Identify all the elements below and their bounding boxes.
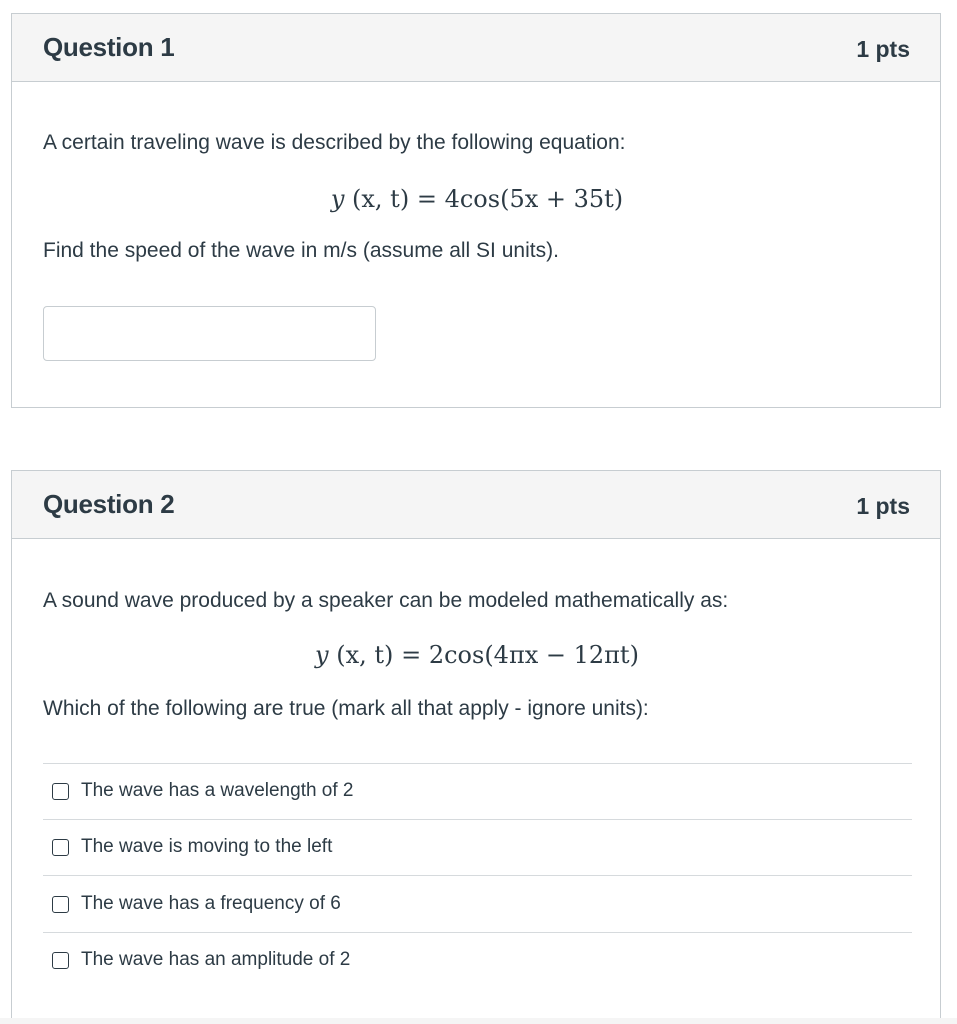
question-2-instruction: Which of the following are true (mark all that apply - ignore units): (43, 697, 649, 720)
eq2-lhs-y: y (315, 641, 329, 669)
answer-option-label[interactable]: The wave has a wavelength of 2 (81, 780, 354, 801)
answer-option[interactable] (43, 933, 912, 989)
question-1-header (12, 14, 940, 82)
answer-option[interactable] (43, 764, 912, 820)
answer-option-label[interactable]: The wave has an amplitude of 2 (81, 949, 351, 970)
eq1-func: cos (459, 185, 501, 213)
eq1-lhs-y: y (330, 185, 345, 213)
checkbox-icon[interactable] (52, 896, 69, 913)
question-2-prompt: A sound wave produced by a speaker can be modeled mathematically as: (43, 589, 729, 612)
question-2-points: 1 pts (856, 493, 910, 519)
eq2-coef: 2 (428, 641, 445, 669)
answer-option-label[interactable]: The wave has a frequency of 6 (81, 893, 341, 914)
eq2-lhs-args: (x, t) (336, 641, 394, 669)
eq2-arg: (4πx − 12πt) (484, 641, 639, 669)
answer-option[interactable] (43, 877, 912, 933)
question-1-answer-input[interactable] (43, 306, 376, 361)
checkbox-icon[interactable] (52, 783, 69, 800)
eq2-equals: = (401, 641, 422, 669)
question-1-card (11, 13, 941, 408)
eq2-func: cos (444, 641, 485, 669)
answer-option-label[interactable]: The wave is moving to the left (81, 836, 333, 857)
eq1-lhs-args: (x, t) (352, 185, 410, 213)
checkbox-icon[interactable] (52, 952, 69, 969)
question-2-header (12, 471, 940, 539)
question-1-instruction: Find the speed of the wave in m/s (assume all SI units). (43, 239, 559, 262)
question-1-equation (12, 185, 942, 213)
question-2-card (11, 470, 941, 1024)
checkbox-icon[interactable] (52, 839, 69, 856)
question-2-equation (12, 641, 942, 669)
question-1-prompt: A certain traveling wave is described by the following equation: (43, 131, 626, 154)
question-1-points: 1 pts (856, 36, 910, 62)
eq1-arg: (5x + 35t) (500, 185, 624, 213)
eq1-equals: = (416, 185, 437, 213)
question-1-title: Question 1 (43, 32, 175, 62)
eq1-coef: 4 (444, 185, 460, 213)
page-footer-strip (0, 1018, 957, 1024)
answer-option[interactable] (43, 820, 912, 876)
question-2-title: Question 2 (43, 489, 175, 519)
